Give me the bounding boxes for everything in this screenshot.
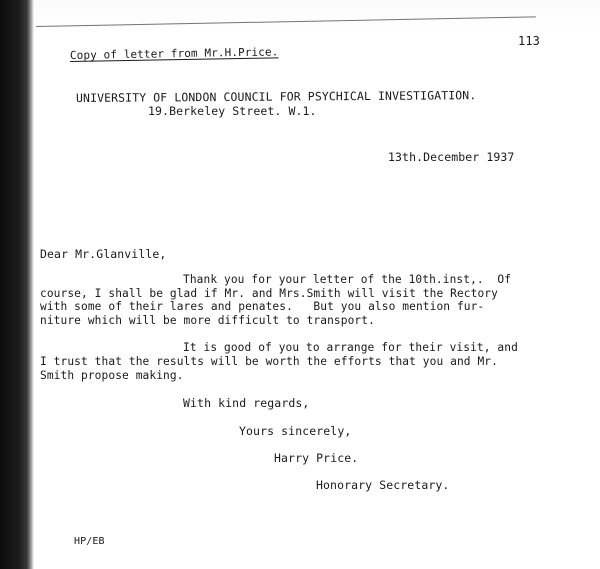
paragraph-2-line-3: Smith propose making. bbox=[40, 369, 184, 382]
closing-yours: Yours sincerely, bbox=[239, 424, 352, 438]
reference-initials: HP/EB bbox=[74, 536, 105, 547]
paragraph-1-line-1: Thank you for your letter of the 10th.inst,. Of bbox=[183, 273, 512, 286]
paragraph-1-line-2: course, I shall be glad if Mr. and Mrs.Smith will visit the Rectory bbox=[40, 287, 498, 300]
paragraph-1-line-4: niture which will be more difficult to transport. bbox=[40, 314, 375, 327]
paragraph-2-line-1: It is good of you to arrange for their visit, and bbox=[183, 341, 518, 354]
scan-binding-edge bbox=[0, 0, 34, 569]
page-number: 113 bbox=[518, 34, 540, 48]
salutation: Dear Mr.Glanville, bbox=[40, 247, 167, 261]
signatory-name: Harry Price. bbox=[274, 451, 359, 465]
letter-page bbox=[34, 0, 600, 569]
letter-date: 13th.December 1937 bbox=[388, 150, 515, 164]
letterhead-address: 19.Berkeley Street. W.1. bbox=[148, 104, 317, 118]
signatory-title: Honorary Secretary. bbox=[316, 478, 450, 492]
closing-regards: With kind regards, bbox=[183, 396, 310, 410]
letterhead-organisation: UNIVERSITY OF LONDON COUNCIL FOR PSYCHICAL INVESTIGATION. bbox=[75, 88, 477, 105]
copy-heading: Copy of letter from Mr.H.Price. bbox=[69, 45, 279, 62]
paragraph-1-line-3: with some of their lares and penates. But you also mention fur- bbox=[40, 300, 485, 313]
paragraph-2-line-2: I trust that the results will be worth the efforts that you and Mr. bbox=[40, 355, 498, 368]
